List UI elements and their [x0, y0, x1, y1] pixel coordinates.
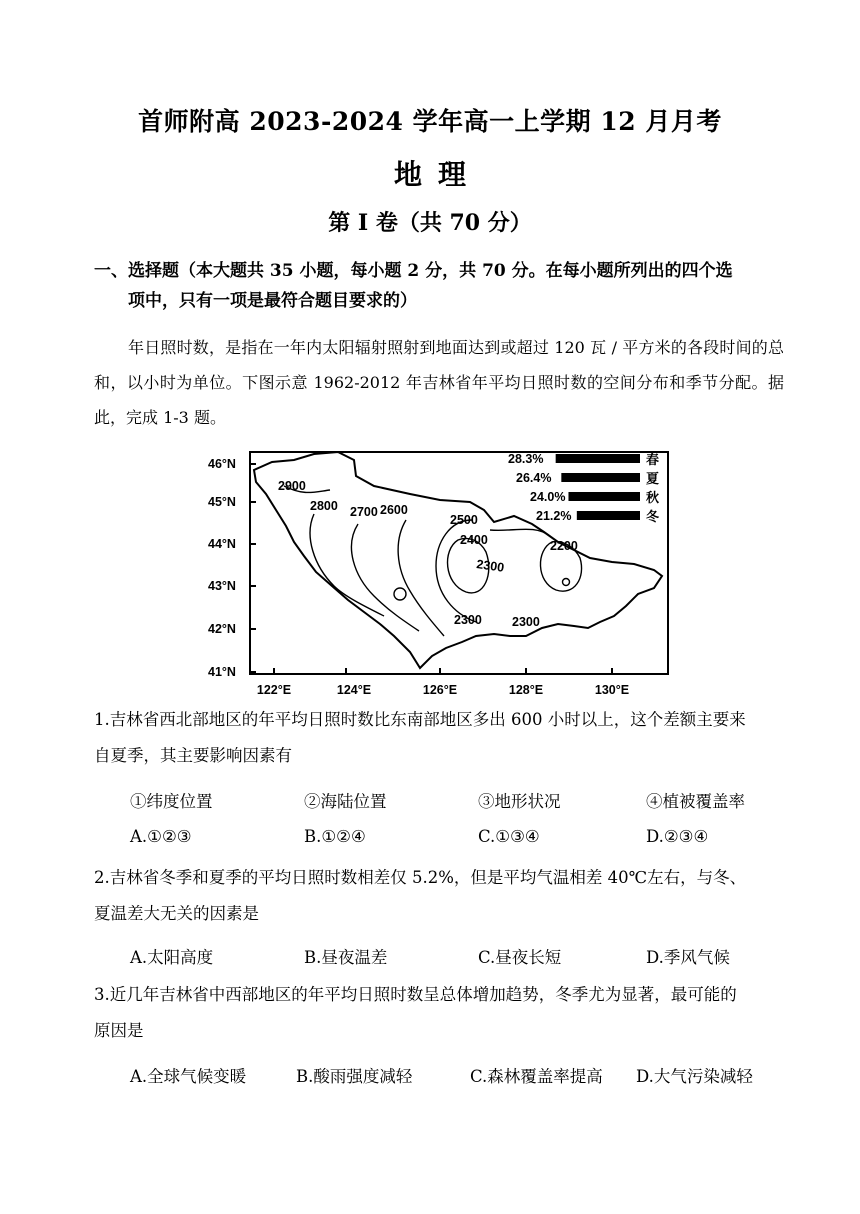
- map-frame: [250, 452, 668, 674]
- section-heading: [94, 256, 784, 316]
- province-outline: [254, 452, 662, 668]
- season-name: 春: [646, 453, 660, 468]
- contour-label: 2300: [454, 613, 482, 627]
- contour-label: 2500: [450, 513, 478, 527]
- answer-option[interactable]: B.昼夜温差: [304, 948, 388, 967]
- season-pct: 24.0%: [530, 490, 566, 504]
- question-1: [94, 702, 784, 774]
- sunshine-map: [208, 446, 674, 700]
- answer-option[interactable]: C.昼夜长短: [478, 948, 562, 967]
- section-heading-line1: 一、选择题（本大题共 35 小题，每小题 2 分，共 70 分。在每小题所列出的四个选: [94, 261, 733, 281]
- contour-label: 2800: [310, 499, 338, 513]
- exam-title: 首师附高 2023-2024 学年高一上学期 12 月月考: [138, 107, 722, 136]
- question-stem-line: 1.吉林省西北部地区的年平均日照时数比东南部地区多出 600 小时以上，这个差额主要来: [94, 710, 746, 729]
- statement-item: ②海陆位置: [304, 792, 387, 811]
- season-bar: [568, 492, 640, 501]
- answer-option[interactable]: C.①③④: [478, 827, 540, 846]
- statement-item: ④植被覆盖率: [646, 792, 745, 811]
- season-name: 冬: [646, 510, 660, 525]
- season-pct: 21.2%: [536, 509, 572, 523]
- lon-label: 124°E: [336, 683, 372, 697]
- answer-option[interactable]: D.②③④: [646, 827, 709, 846]
- volume-title: 第 I 卷（共 70 分）: [328, 210, 532, 236]
- contour-label: 2300: [475, 557, 506, 575]
- lon-label: 122°E: [256, 683, 292, 697]
- contour-label: 2300: [512, 615, 540, 629]
- contour-label: 2400: [460, 533, 488, 547]
- question-stem-line: 3.近几年吉林省中西部地区的年平均日照时数呈总体增加趋势，冬季尤为显著，最可能的: [94, 985, 737, 1004]
- contour-label: 2200: [550, 539, 578, 553]
- season-bar: [561, 473, 640, 482]
- season-name: 夏: [646, 472, 660, 487]
- question-stem-line: 夏温差大无关的因素是: [94, 904, 259, 923]
- answer-option[interactable]: A.全球气候变暖: [130, 1067, 247, 1086]
- statement-item: ③地形状况: [478, 792, 561, 811]
- statement-item: ①纬度位置: [130, 792, 213, 811]
- question-2: [94, 860, 784, 932]
- answer-option[interactable]: D.大气污染减轻: [636, 1067, 753, 1086]
- lat-label: 43°N: [208, 579, 236, 593]
- lon-label: 128°E: [508, 683, 544, 697]
- lon-label: 130°E: [594, 683, 630, 697]
- answer-option[interactable]: D.季风气候: [646, 948, 730, 967]
- answer-option[interactable]: C.森林覆盖率提高: [470, 1067, 603, 1086]
- answer-option[interactable]: A.①②③: [130, 827, 192, 846]
- season-pct: 28.3%: [508, 452, 544, 466]
- contour-label: 2900: [278, 479, 306, 493]
- answer-option[interactable]: A.太阳高度: [130, 948, 214, 967]
- lon-label: 126°E: [422, 683, 458, 697]
- season-pct: 26.4%: [516, 471, 552, 485]
- lat-label: 45°N: [208, 495, 236, 509]
- season-bar: [556, 454, 640, 463]
- contour-label: 2600: [380, 503, 408, 517]
- question-stem-line: 2.吉林省冬季和夏季的平均日照时数相差仅 5.2%，但是平均气温相差 40℃左右，与冬、: [94, 868, 747, 887]
- lat-label: 42°N: [208, 622, 236, 636]
- season-bar: [577, 511, 640, 520]
- season-name: 秋: [646, 491, 660, 506]
- question-3: [94, 977, 784, 1049]
- subject-title: 地理: [393, 158, 482, 191]
- section-heading-line2: 项中，只有一项是最符合题目要求的）: [128, 291, 417, 311]
- contour-label: 2700: [350, 505, 378, 519]
- question-stem-line: 原因是: [94, 1021, 144, 1040]
- question-stem-line: 自夏季，其主要影响因素有: [94, 746, 292, 765]
- lat-label: 46°N: [208, 457, 236, 471]
- intro-paragraph: 年日照时数，是指在一年内太阳辐射照射到地面达到或超过 120 瓦 / 平方米的各段时间的总和，以小时为单位。下图示意 1962-2012 年吉林省年平均日照时数的空间分布和季节分配。据此，完成 1-3 题。: [94, 338, 784, 427]
- lat-label: 44°N: [208, 537, 236, 551]
- answer-option[interactable]: B.酸雨强度减轻: [296, 1067, 413, 1086]
- answer-option[interactable]: B.①②④: [304, 827, 366, 846]
- lat-label: 41°N: [208, 665, 236, 679]
